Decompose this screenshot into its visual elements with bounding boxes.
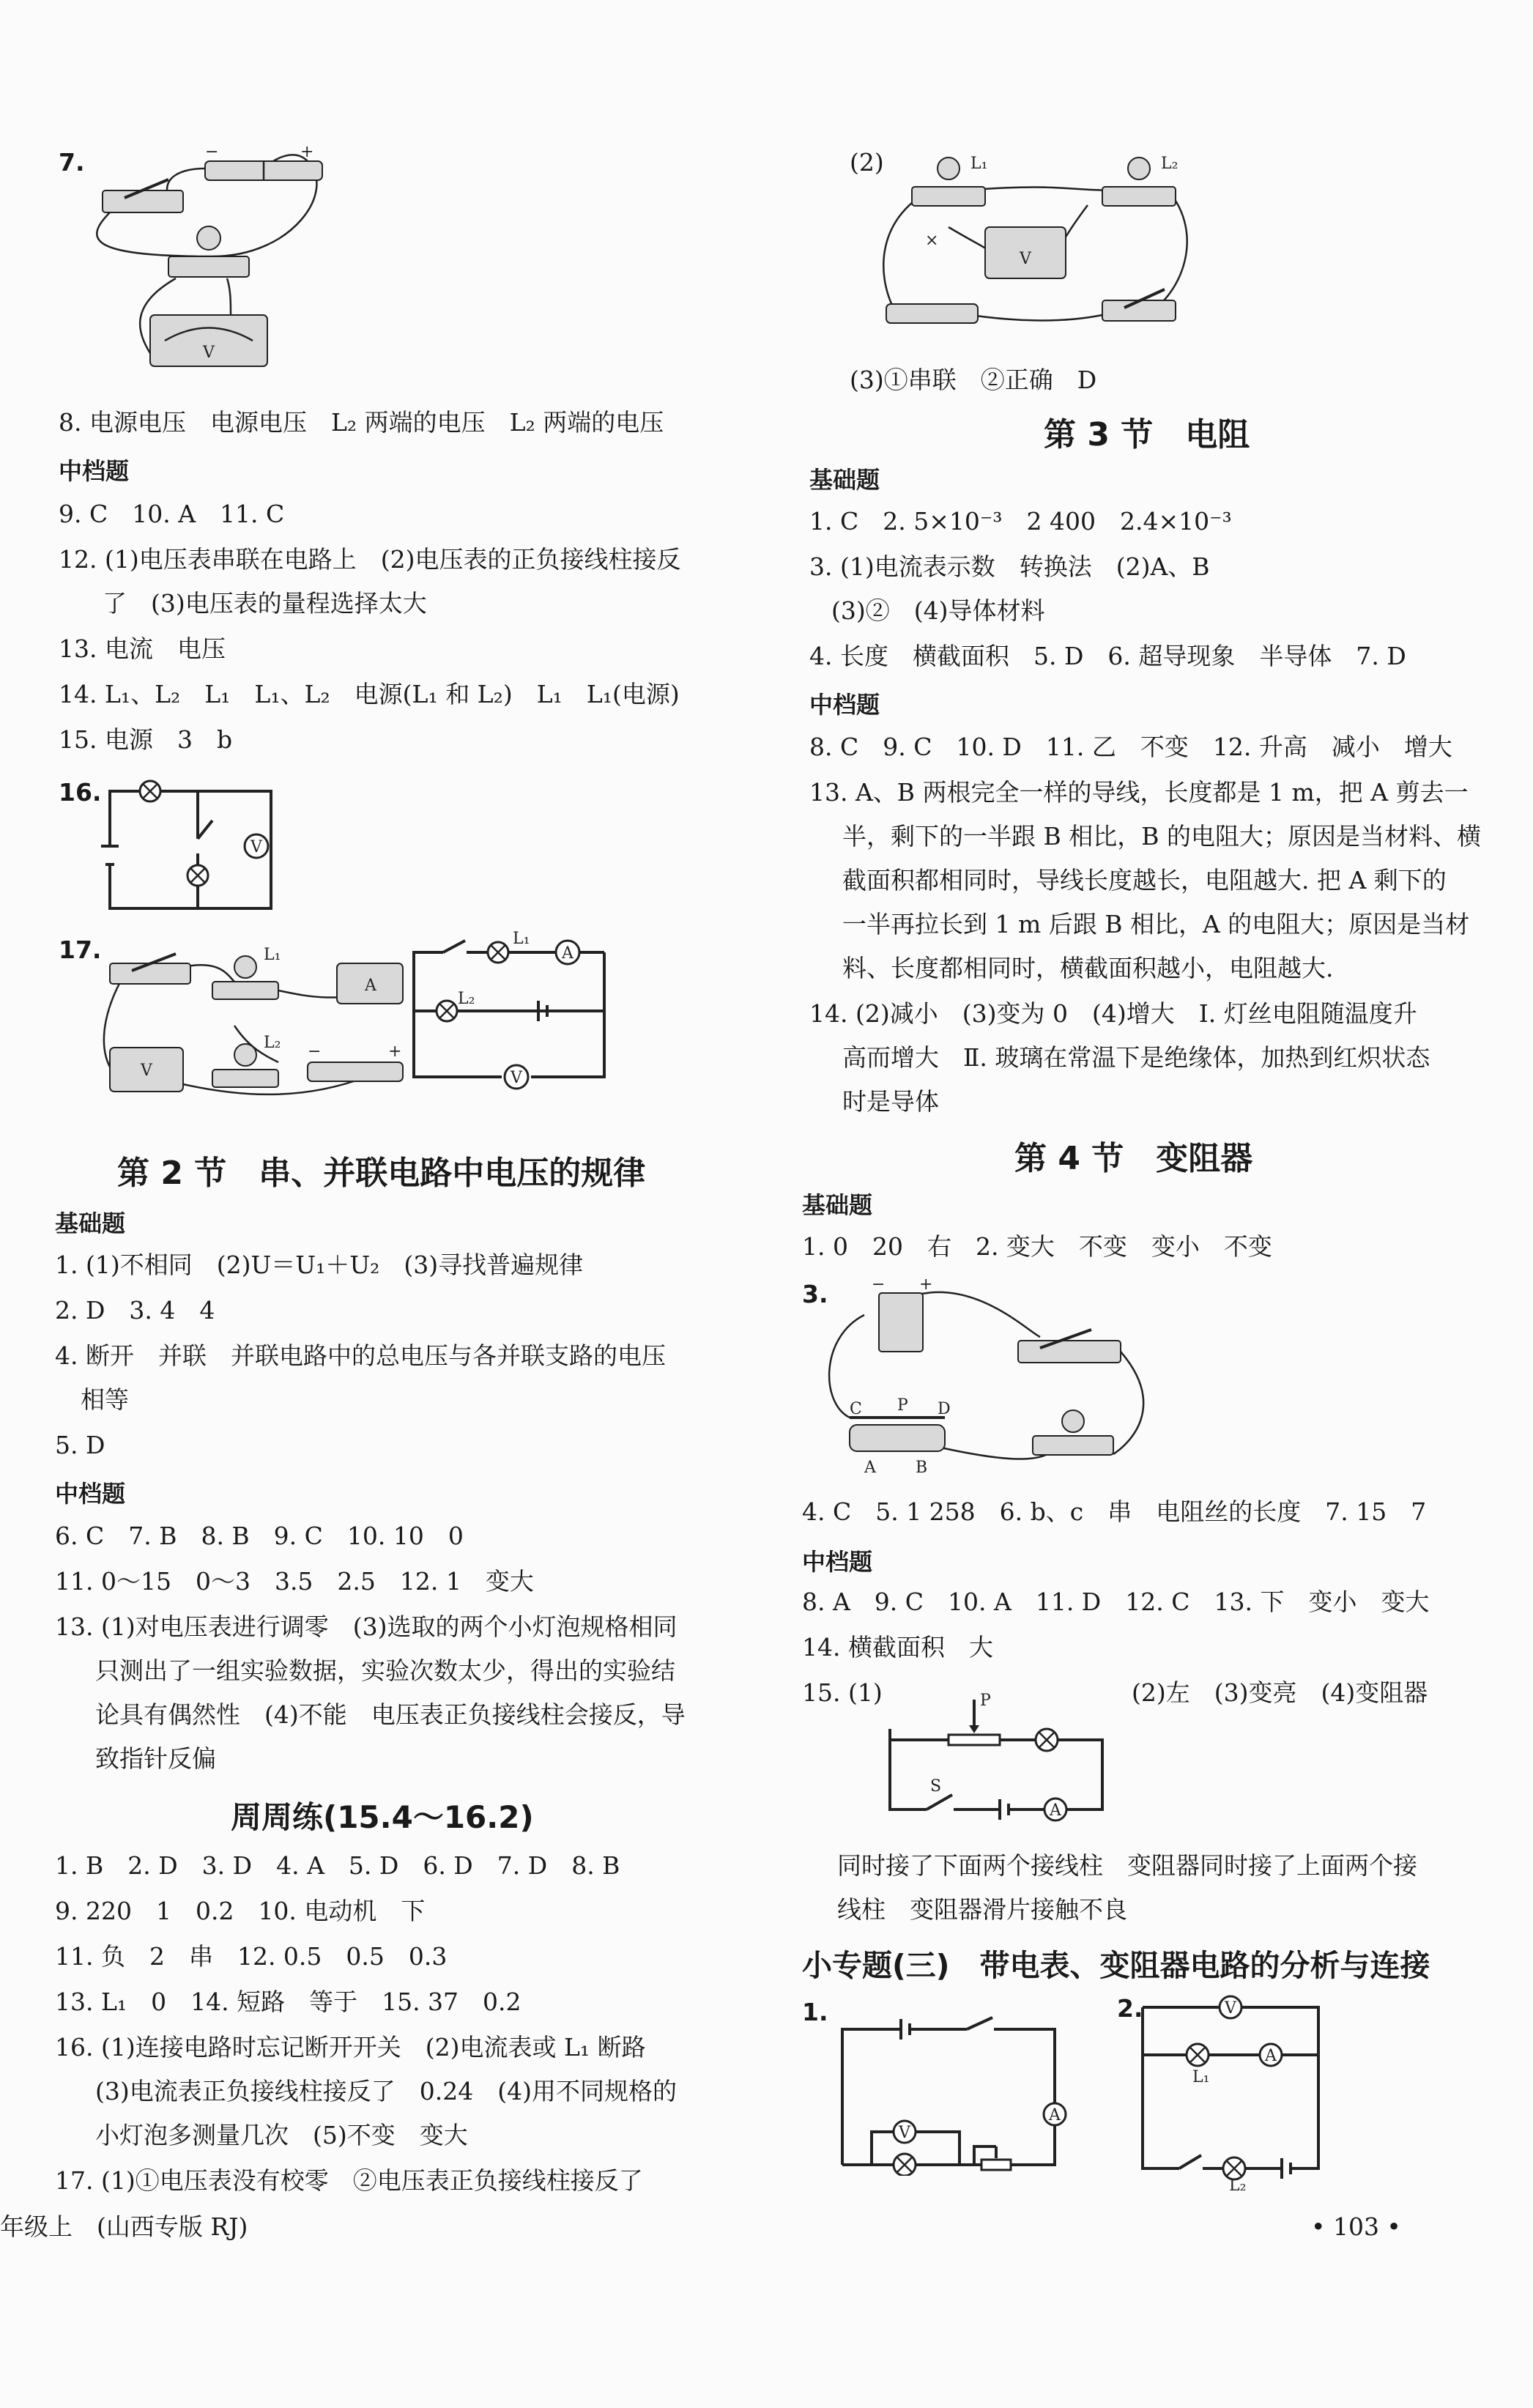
s2-q4-answer-line1: 4. 断开 并联 并联电路中的总电压与各并联支路的电压 bbox=[55, 1341, 666, 1370]
s2-q13-answer-line2: 只测出了一组实验数据，实验次数太少，得出的实验结 bbox=[95, 1656, 675, 1685]
q16-circuit-diagram bbox=[95, 777, 286, 916]
q2-wiring-figure bbox=[875, 147, 1198, 359]
q2-L1-label: L₁ bbox=[970, 155, 988, 173]
q17-wiring-figure bbox=[88, 930, 410, 1114]
battery-plus: + bbox=[300, 147, 314, 161]
s4-q15-answer-line3: 线柱 变阻器滑片接触不良 bbox=[837, 1895, 1127, 1924]
q17-battery-minus: − bbox=[308, 1042, 322, 1061]
s3-q13-answer-line4: 一半再拉长到 1 m 后跟 B 相比，A 的电阻大；原因是当材 bbox=[842, 910, 1470, 938]
q17-L1-label: L₁ bbox=[264, 946, 281, 964]
q16-voltmeter-label: V bbox=[250, 838, 262, 856]
topic-q2-L1: L₁ bbox=[1192, 2068, 1210, 2086]
q17-circuit-L1: L₁ bbox=[513, 930, 530, 948]
s3-q14-answer-line3: 时是导体 bbox=[842, 1087, 939, 1116]
category-mid-1: 中档题 bbox=[59, 457, 130, 485]
q15-answer: 15. 电源 3 b bbox=[59, 725, 233, 754]
q17-ammeter-label: A bbox=[365, 977, 376, 995]
q16-number: 16. bbox=[59, 778, 102, 807]
category-basic-4: 基础题 bbox=[802, 1191, 873, 1219]
topic-q2-L2: L₂ bbox=[1229, 2177, 1247, 2190]
s2-q6-10-answer: 6. C 7. B 8. B 9. C 10. 10 0 bbox=[55, 1522, 464, 1550]
s2-q13-answer-line3: 论具有偶然性 (4)不能 电压表正负接线柱会接反，导 bbox=[95, 1700, 686, 1729]
s2-q4-answer-line2: 相等 bbox=[81, 1385, 129, 1414]
s3-q14-answer-line1: 14. (2)减小 (3)变为 0 (4)增大 Ⅰ. 灯丝电阻随温度升 bbox=[809, 999, 1417, 1028]
q17-number: 17. bbox=[59, 936, 102, 964]
s2-q13-answer-line1: 13. (1)对电压表进行调零 (3)选取的两个小灯泡规格相同 bbox=[55, 1612, 678, 1641]
s4-q15-number: 15. (1) bbox=[802, 1678, 883, 1707]
category-basic-3: 基础题 bbox=[809, 466, 880, 494]
s3-q1-2-answer: 1. C 2. 5×10⁻³ 2 400 2.4×10⁻³ bbox=[809, 507, 1232, 536]
q17-L2-label: L₂ bbox=[264, 1034, 281, 1052]
topic-q1-voltmeter: V bbox=[899, 2124, 910, 2142]
w-q16-answer-line2: (3)电流表正负接线柱接反了 0.24 (4)用不同规格的 bbox=[95, 2077, 677, 2105]
w-q1-8-answer: 1. B 2. D 3. D 4. A 5. D 6. D 7. D 8. B bbox=[55, 1851, 620, 1880]
q9-11-answer: 9. C 10. A 11. C bbox=[59, 500, 285, 528]
s3-q13-answer-line1: 13. A、B 两根完全一样的导线，长度都是 1 m，把 A 剪去一 bbox=[809, 778, 1469, 807]
topic-q1-ammeter: A bbox=[1049, 2106, 1061, 2124]
s4-q15-slider-P: P bbox=[980, 1692, 991, 1710]
s4-q1-2-answer: 1. 0 20 右 2. 变大 不变 变小 不变 bbox=[802, 1232, 1272, 1261]
s3-q3-answer-line1: 3. (1)电流表示数 转换法 (2)A、B bbox=[809, 552, 1210, 581]
s4-q3-terminal-A: A bbox=[864, 1459, 876, 1477]
w-q16-answer-line3: 小灯泡多测量几次 (5)不变 变大 bbox=[95, 2121, 468, 2149]
q2-L2-label: L₂ bbox=[1161, 155, 1178, 173]
w-q13-15-answer: 13. L₁ 0 14. 短路 等于 15. 37 0.2 bbox=[55, 1987, 521, 2016]
s3-q4-7-answer: 4. 长度 横截面积 5. D 6. 超导现象 半导体 7. D bbox=[809, 642, 1406, 670]
q2-label: (2) bbox=[850, 148, 884, 177]
q7-voltmeter-label: V bbox=[203, 344, 215, 362]
s3-q14-answer-line2: 高而增大 Ⅱ. 玻璃在常温下是绝缘体，加热到红炽状态 bbox=[842, 1043, 1430, 1072]
w-q11-12-answer: 11. 负 2 串 12. 0.5 0.5 0.3 bbox=[55, 1942, 448, 1971]
q13-answer: 13. 电流 电压 bbox=[59, 634, 226, 663]
s4-q15-answer-line2: 同时接了下面两个接线柱 变阻器同时接了上面两个接 bbox=[837, 1851, 1417, 1880]
q17-battery-plus: + bbox=[388, 1042, 402, 1061]
s4-q15-switch-S: S bbox=[930, 1777, 942, 1796]
weekly-practice-title: 周周练(15.4～16.2) bbox=[231, 1799, 534, 1835]
w-q9-10-answer: 9. 220 1 0.2 10. 电动机 下 bbox=[55, 1897, 426, 1925]
topic-q1-number: 1. bbox=[802, 1998, 828, 2026]
s4-q3-wiring-figure bbox=[820, 1271, 1150, 1483]
s4-q8-13-answer: 8. A 9. C 10. A 11. D 12. C 13. 下 变小 变大 bbox=[802, 1588, 1430, 1616]
q12-answer-line1: 12. (1)电压表串联在电路上 (2)电压表的正负接线柱接反 bbox=[59, 545, 681, 574]
s3-q8-12-answer: 8. C 9. C 10. D 11. 乙 不变 12. 升高 减小 增大 bbox=[809, 733, 1452, 761]
category-mid-4: 中档题 bbox=[802, 1548, 873, 1576]
s3-q13-answer-line3: 截面积都相同时，导线长度越长，电阻越大. 把 A 剩下的 bbox=[842, 866, 1447, 894]
s4-q15-circuit-diagram bbox=[883, 1685, 1110, 1824]
s3-q3-answer-line2: (3)② (4)导体材料 bbox=[831, 596, 1045, 625]
s4-q3-plus: + bbox=[919, 1275, 933, 1294]
s4-q3-terminal-C: C bbox=[850, 1400, 862, 1418]
footer-edition: 年级上 (山西专版 RJ) bbox=[0, 2212, 248, 2241]
q17-circuit-L2: L₂ bbox=[458, 990, 475, 1008]
section-3-title: 第 3 节 电阻 bbox=[1044, 416, 1250, 453]
s2-q5-answer: 5. D bbox=[55, 1431, 105, 1459]
s4-q3-slider-P: P bbox=[897, 1396, 908, 1415]
s3-q13-answer-line5: 料、长度都相同时，横截面积越小，电阻越大. bbox=[842, 954, 1334, 982]
s4-q3-minus: − bbox=[872, 1275, 886, 1294]
s4-q15-answer-right: (2)左 (3)变亮 (4)变阻器 bbox=[1132, 1678, 1428, 1707]
section-4-title: 第 4 节 变阻器 bbox=[1014, 1140, 1253, 1177]
special-topic-title: 小专题(三) 带电表、变阻器电路的分析与连接 bbox=[802, 1948, 1430, 1983]
topic-q1-circuit-diagram bbox=[835, 2007, 1069, 2176]
s3-q13-answer-line2: 半，剩下的一半跟 B 相比，B 的电阻大；原因是当材料、横 bbox=[842, 822, 1481, 851]
s4-q14-answer: 14. 横截面积 大 bbox=[802, 1633, 993, 1661]
q17-circuit-voltmeter: V bbox=[511, 1069, 522, 1087]
q2-cross-mark: × bbox=[925, 231, 939, 250]
w-q16-answer-line1: 16. (1)连接电路时忘记断开开关 (2)电流表或 L₁ 断路 bbox=[55, 2033, 646, 2061]
s2-q2-3-answer: 2. D 3. 4 4 bbox=[55, 1296, 215, 1325]
q12-answer-line2: 了 (3)电压表的量程选择太大 bbox=[103, 589, 427, 618]
category-basic-2: 基础题 bbox=[55, 1209, 126, 1237]
w-q17-answer: 17. (1)①电压表没有校零 ②电压表正负接线柱接反了 bbox=[55, 2166, 643, 2195]
battery-minus: − bbox=[205, 147, 219, 161]
topic-q2-circuit-diagram bbox=[1135, 1985, 1333, 2190]
category-mid-2: 中档题 bbox=[55, 1480, 126, 1508]
s4-q3-terminal-D: D bbox=[938, 1400, 951, 1418]
s2-q13-answer-line4: 致指针反偏 bbox=[95, 1744, 216, 1773]
section-2-title: 第 2 节 串、并联电路中电压的规律 bbox=[117, 1155, 646, 1192]
q8-answer: 8. 电源电压 电源电压 L₂ 两端的电压 L₂ 两端的电压 bbox=[59, 408, 664, 437]
q7-number: 7. bbox=[59, 148, 85, 177]
q17-circuit-diagram bbox=[407, 930, 612, 1099]
page-number: • 103 • bbox=[1311, 2212, 1401, 2241]
topic-q2-voltmeter: V bbox=[1225, 1999, 1236, 2018]
q7-wiring-figure bbox=[81, 147, 337, 388]
s2-q11-12-answer: 11. 0～15 0～3 3.5 2.5 12. 1 变大 bbox=[55, 1567, 534, 1596]
topic-q2-ammeter: A bbox=[1265, 2047, 1277, 2065]
s4-q15-ammeter: A bbox=[1050, 1801, 1061, 1820]
s2-q1-answer: 1. (1)不相同 (2)U＝U₁＋U₂ (3)寻找普遍规律 bbox=[55, 1251, 584, 1279]
q2-voltmeter-label: V bbox=[1020, 250, 1031, 268]
s4-q4-7-answer: 4. C 5. 1 258 6. b、c 串 电阻丝的长度 7. 15 7 bbox=[802, 1497, 1427, 1526]
q14-answer: 14. L₁、L₂ L₁ L₁、L₂ 电源(L₁ 和 L₂) L₁ L₁(电源) bbox=[59, 680, 680, 708]
q17-circuit-ammeter: A bbox=[562, 944, 574, 963]
s4-q3-terminal-B: B bbox=[916, 1459, 928, 1477]
category-mid-3: 中档题 bbox=[809, 691, 880, 719]
q17-voltmeter-label: V bbox=[141, 1062, 152, 1080]
s4-q3-number: 3. bbox=[802, 1280, 828, 1308]
q3-answer: (3)①串联 ②正确 D bbox=[850, 366, 1097, 394]
topic-q2-number: 2. bbox=[1117, 1994, 1143, 2023]
